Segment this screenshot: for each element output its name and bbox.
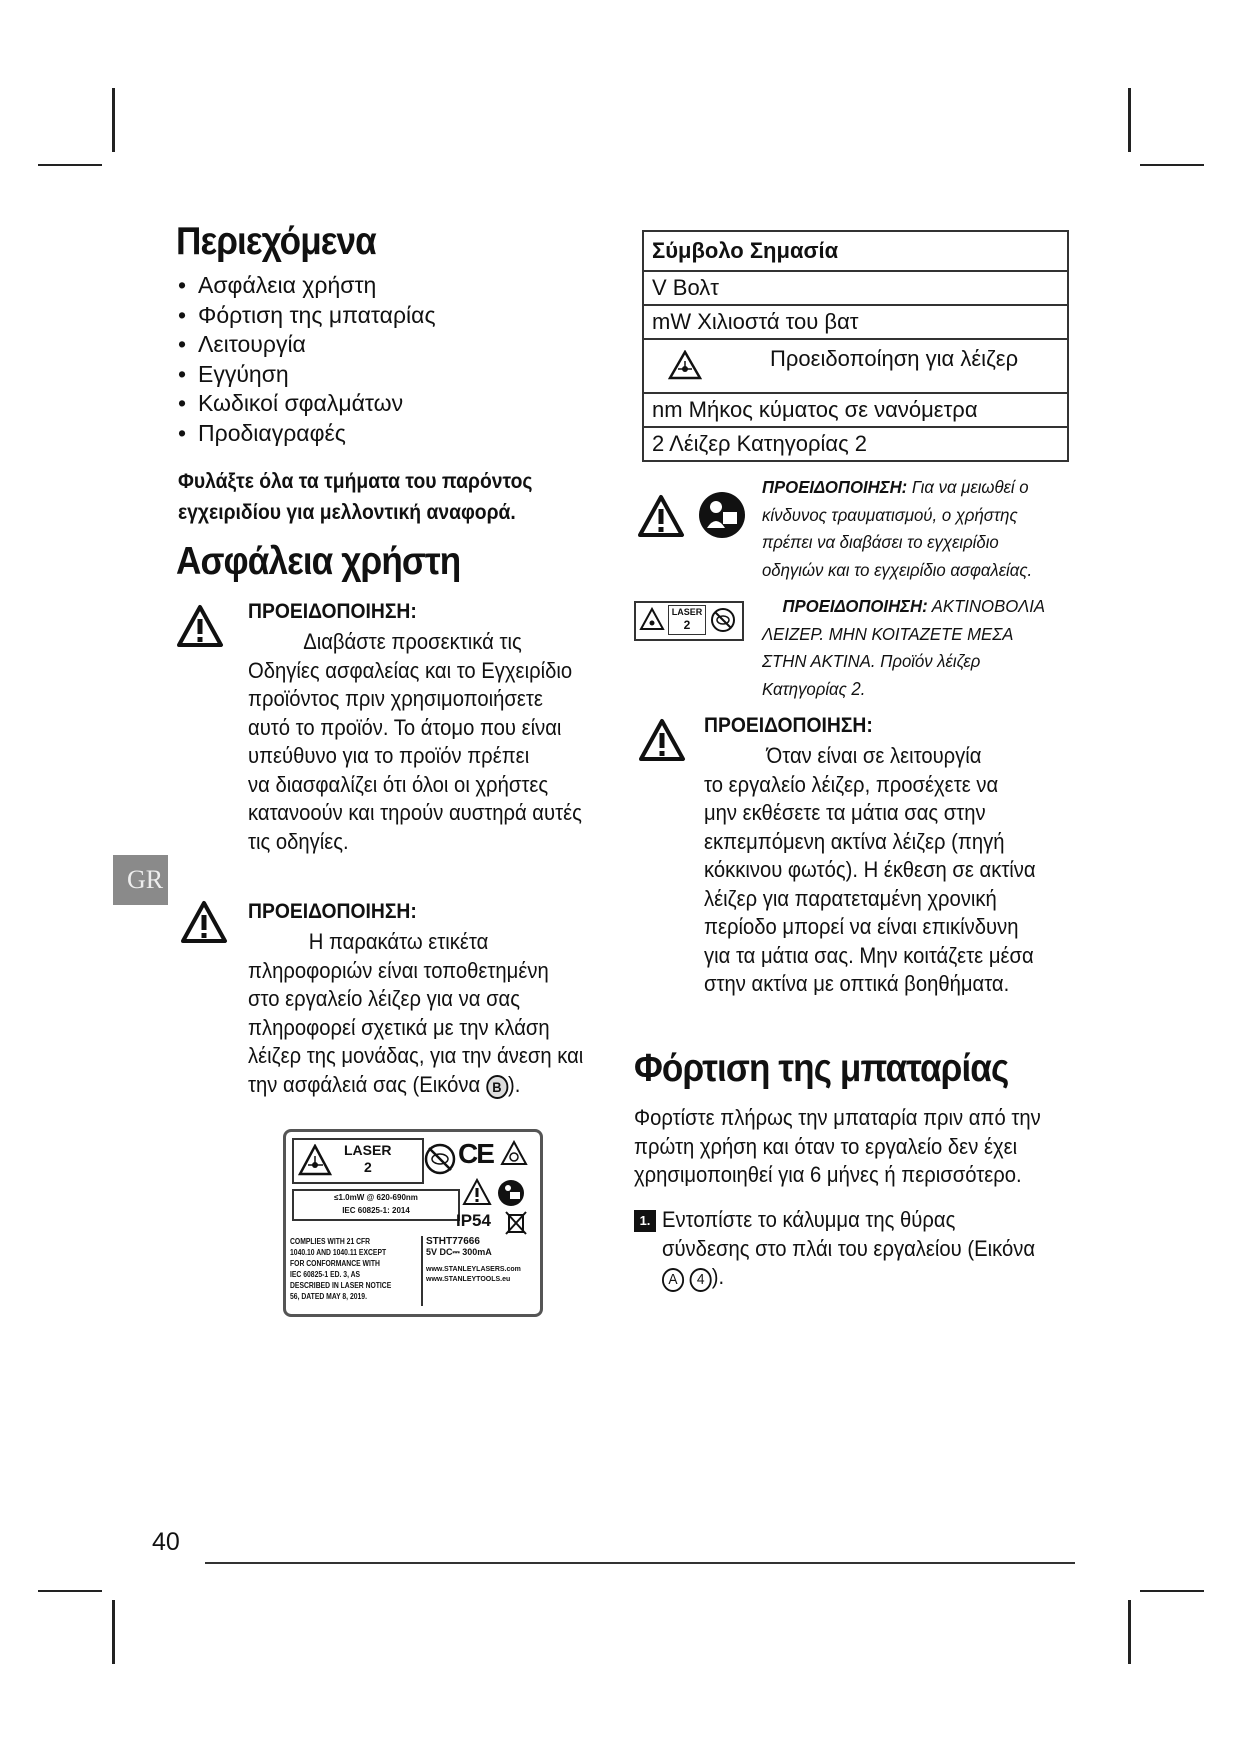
warning-triangle-icon bbox=[462, 1178, 492, 1206]
text-line bbox=[662, 1263, 1035, 1292]
crop-mark-top-left-v bbox=[112, 88, 115, 152]
read-manual-icon bbox=[496, 1178, 526, 1208]
label-line: IEC 60825-1 ED. 3, AS bbox=[290, 1270, 361, 1279]
label-web: www.STANLEYTOOLS.eu bbox=[426, 1276, 511, 1283]
figure-ref-4: 4 bbox=[690, 1268, 712, 1292]
crop-mark-bottom-left-v bbox=[112, 1600, 115, 1664]
text-line: οδηγιών και το εγχειρίδιο ασφαλείας. bbox=[762, 559, 1033, 580]
symbol-row-text: Προειδοποίηση για λέιζερ bbox=[770, 346, 1019, 371]
warning-triangle-icon bbox=[637, 494, 685, 538]
text-line: λέιζερ της μονάδας, για την άνεση και bbox=[248, 1043, 584, 1068]
text-line-part: Για να μειωθεί ο bbox=[911, 477, 1029, 497]
label-complies-text bbox=[290, 1236, 390, 1302]
text-line: πρώτη χρήση και όταν το εργαλείο δεν έχει bbox=[634, 1133, 1018, 1159]
laser-warning-icon bbox=[639, 607, 665, 631]
text-line: σύνδεσης στο πλάι του εργαλείου (Εικόνα bbox=[662, 1235, 1036, 1261]
text-line: περίοδο μπορεί να είναι επικίνδυνη bbox=[704, 914, 1019, 939]
text-line: πληροφοριών είναι τοποθετημένη bbox=[248, 957, 549, 983]
contents-item: • Λειτουργία bbox=[178, 330, 436, 360]
warning-heading: ΠΡΟΕΙΔΟΠΟΙΗΣΗ: bbox=[248, 900, 417, 923]
contents-item: • Φόρτιση της μπαταρίας bbox=[178, 301, 436, 331]
text-line: να διασφαλίζει ότι όλοι οι χρήστες bbox=[248, 771, 549, 797]
text-line: στο εργαλείο λέιζερ για να σας bbox=[248, 986, 521, 1011]
text-line-part: ). bbox=[711, 1264, 725, 1289]
text-line: Εντοπίστε το κάλυμμα της θύρας bbox=[662, 1207, 956, 1232]
text-line: ΣΤΗΝ ΑΚΤΙΝΑ. Προϊόν λέιζερ bbox=[762, 651, 981, 671]
badge-class-text: 2 bbox=[683, 618, 691, 632]
label-laser-text: LASER bbox=[344, 1142, 392, 1158]
text-line: κατανοούν και τηρούν αυστηρά αυτές bbox=[248, 800, 582, 825]
recycle-warning-icon bbox=[500, 1140, 528, 1168]
warning-heading: ΠΡΟΕΙΔΟΠΟΙΗΣΗ: bbox=[782, 596, 928, 616]
symbol-table bbox=[642, 230, 1069, 462]
text-line: πρέπει να διαβάσει το εγχειρίδιο bbox=[762, 532, 999, 552]
crop-mark-bottom-right-h bbox=[1140, 1590, 1204, 1592]
contents-list bbox=[178, 271, 436, 448]
label-spec-line: ≤1.0mW @ 620-690nm bbox=[334, 1193, 418, 1202]
symbol-row: mW Χιλιοστά του βατ bbox=[643, 305, 1068, 339]
text-line: κίνδυνος τραυματισμού, ο χρήστης bbox=[762, 504, 1018, 525]
text-line: κόκκινου φωτός). Η έκθεση σε ακτίνα bbox=[704, 857, 1036, 882]
label-model-block bbox=[426, 1236, 521, 1283]
contents-item: • Ασφάλεια χρήστη bbox=[178, 271, 436, 301]
warning-triangle-icon bbox=[180, 900, 228, 944]
label-laser-box bbox=[292, 1138, 424, 1184]
crop-mark-top-right-h bbox=[1140, 164, 1204, 166]
product-label-image bbox=[283, 1129, 543, 1317]
contents-item: • Κωδικοί σφαλμάτων bbox=[178, 389, 436, 419]
text-line-part: την ασφάλειά σας (Εικόνα bbox=[248, 1071, 481, 1097]
no-eye-icon bbox=[710, 607, 736, 633]
contents-item: • Εγγύηση bbox=[178, 360, 436, 390]
label-line: DESCRIBED IN LASER NOTICE bbox=[290, 1281, 392, 1290]
crop-mark-bottom-right-v bbox=[1128, 1600, 1131, 1664]
label-spec-box bbox=[292, 1189, 460, 1221]
text-line-part: ). bbox=[507, 1071, 521, 1097]
text-line: Κατηγορίας 2. bbox=[762, 678, 866, 699]
text-line bbox=[762, 474, 1032, 502]
step-text bbox=[662, 1206, 1035, 1292]
text-line: Όταν είναι σε λειτουργία bbox=[766, 743, 982, 768]
figure-ref-b: B bbox=[486, 1075, 508, 1099]
label-power: 5V DC⎓ 300mA bbox=[426, 1247, 492, 1257]
crop-mark-top-right-v bbox=[1128, 88, 1131, 152]
text-line: Οδηγίες ασφαλείας και το Εγχειρίδιο bbox=[248, 657, 573, 683]
figure-ref-a: A bbox=[662, 1268, 684, 1292]
text-line: τις οδηγίες. bbox=[248, 828, 349, 854]
label-spec-line: IEC 60825-1: 2014 bbox=[342, 1206, 410, 1215]
read-manual-icon bbox=[697, 490, 747, 540]
text-line: χρησιμοποιηθεί για 6 μήνες ή περισσότερο. bbox=[634, 1162, 1022, 1187]
label-line: 56, DATED MAY 8, 2019. bbox=[290, 1292, 367, 1301]
keep-note-line: εγχειριδίου για μελλοντική αναφορά. bbox=[178, 501, 516, 524]
text-line: αυτό το προϊόν. Το άτομο που είναι bbox=[248, 714, 562, 740]
keep-note-line: Φυλάξτε όλα τα τμήματα του παρόντος bbox=[178, 470, 533, 493]
text-line: στην ακτίνα με οπτικά βοηθήματα. bbox=[704, 971, 1010, 996]
text-line bbox=[248, 1071, 583, 1100]
symbol-row-laser bbox=[643, 339, 1068, 393]
text-line: εκπεμπόμενη ακτίνα λέιζερ (πηγή bbox=[704, 828, 1005, 854]
symbol-row: 2 Λέιζερ Κατηγορίας 2 bbox=[643, 427, 1068, 461]
badge-laser-box bbox=[668, 605, 706, 635]
label-ip-rating: IP54 bbox=[456, 1211, 491, 1230]
contents-item: • Προδιαγραφές bbox=[178, 419, 436, 449]
text-line: Η παρακάτω ετικέτα bbox=[308, 929, 489, 954]
badge-laser-text: LASER bbox=[671, 607, 703, 617]
warning-text bbox=[248, 928, 583, 1099]
text-line: για τα μάτια σας. Μην κοιτάζετε μέσα bbox=[704, 942, 1034, 968]
symbol-table-header: Σύμβολο Σημασία bbox=[643, 231, 1068, 271]
warning-heading: ΠΡΟΕΙΔΟΠΟΙΗΣΗ: bbox=[762, 477, 908, 497]
text-line: Διαβάστε προσεκτικά τις bbox=[303, 629, 522, 654]
warning-text bbox=[762, 593, 1045, 703]
laser-warning-icon bbox=[668, 350, 702, 380]
symbol-row: V Βολτ bbox=[643, 271, 1068, 305]
warning-triangle-icon bbox=[638, 718, 686, 762]
label-line: COMPLIES WITH 21 CFR bbox=[290, 1237, 371, 1246]
warning-heading: ΠΡΟΕΙΔΟΠΟΙΗΣΗ: bbox=[704, 714, 873, 737]
warning-text bbox=[704, 742, 1036, 999]
charging-title: Φόρτιση της μπαταρίας bbox=[634, 1047, 1009, 1090]
text-line: Φορτίστε πλήρως την μπαταρία πριν από την bbox=[634, 1105, 1041, 1130]
language-tab: GR bbox=[113, 855, 168, 905]
warning-heading: ΠΡΟΕΙΔΟΠΟΙΗΣΗ: bbox=[248, 600, 417, 623]
crop-mark-bottom-left-h bbox=[38, 1590, 102, 1592]
no-eye-icon bbox=[423, 1142, 457, 1176]
text-line: ΛΕΙΖΕΡ. ΜΗΝ ΚΟΙΤΑΖΕΤΕ ΜΕΣΑ bbox=[762, 623, 1014, 644]
contents-title: Περιεχόμενα bbox=[176, 220, 376, 263]
text-line: μην εκθέσετε τα μάτια σας στην bbox=[704, 800, 986, 825]
text-line: υπεύθυνο για το προϊόν πρέπει bbox=[248, 743, 530, 768]
charging-text bbox=[634, 1104, 1041, 1190]
safety-title: Ασφάλεια χρήστη bbox=[176, 540, 461, 583]
label-web: www.STANLEYLASERS.com bbox=[426, 1266, 521, 1273]
text-line: λέιζερ για παρατεταμένη χρονική bbox=[704, 885, 997, 911]
text-line bbox=[762, 593, 1045, 621]
text-line: πληροφορεί σχετικά με την κλάση bbox=[248, 1014, 550, 1040]
warning-text bbox=[248, 628, 582, 856]
footer-rule bbox=[205, 1562, 1075, 1564]
laser-warning-icon bbox=[298, 1144, 332, 1176]
label-line: 1040.10 AND 1040.11 EXCEPT bbox=[290, 1248, 387, 1257]
symbol-row: nm Μήκος κύματος σε νανόμετρα bbox=[643, 393, 1068, 427]
text-line: το εργαλείο λέιζερ, προσέχετε να bbox=[704, 771, 999, 797]
warning-text bbox=[762, 474, 1032, 584]
label-divider bbox=[421, 1236, 423, 1306]
label-model: STHT77666 bbox=[426, 1236, 480, 1247]
ce-mark: CE bbox=[458, 1138, 493, 1169]
label-class-text: 2 bbox=[364, 1159, 372, 1175]
crop-mark-top-left-h bbox=[38, 164, 102, 166]
weee-bin-icon bbox=[504, 1210, 528, 1236]
label-line: FOR CONFORMANCE WITH bbox=[290, 1259, 380, 1268]
warning-triangle-icon bbox=[176, 604, 224, 648]
text-line: προϊόντος πριν χρησιμοποιήσετε bbox=[248, 686, 543, 711]
laser-class-badge bbox=[634, 601, 744, 641]
page-number: 40 bbox=[152, 1528, 180, 1556]
text-line-part: ΑΚΤΙΝΟΒΟΛΙΑ bbox=[931, 596, 1046, 616]
step-number: 1. bbox=[634, 1210, 656, 1232]
